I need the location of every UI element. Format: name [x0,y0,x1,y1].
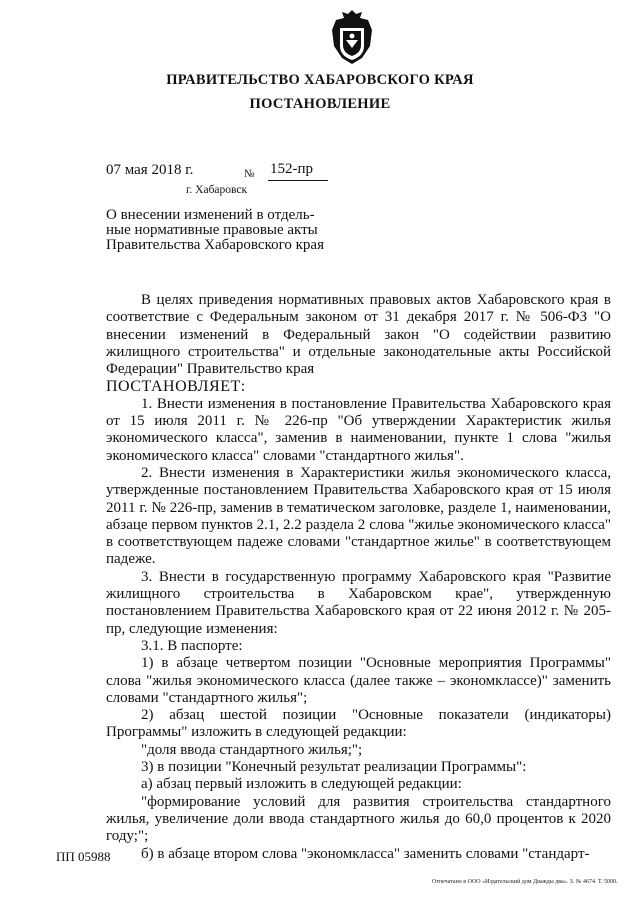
paragraph-3-1-item-3a-quote: "формирование условий для развития строительства стандартного жилья, увеличение доли ввода стандартного жилья до 60,0 процентов к 2020 году;"; [106,793,611,845]
document-body [106,292,611,863]
document-number: 152-пр [270,161,314,177]
subject-line: ные нормативные правовые акты [106,222,318,238]
document-code: ПП 05988 [56,849,111,864]
government-title: ПРАВИТЕЛЬСТВО ХАБАРОВСКОГО КРАЯ [166,72,474,88]
paragraph-3-1-item-3a: а) абзац первый изложить в следующей редакции: [141,776,462,793]
subject-line: Правительства Хабаровского края [106,237,324,253]
paragraph-1: 1. Внести изменения в постановление Правительства Хабаровского края от 15 июля 2011 г. № 226-пр "Об утверждении Характеристик жилья экономического класса", заменив в наименовании, пункте 1 слова "жилья экономического класса" словами "стандартного жилья". [106,395,611,464]
paragraph-3-1-item-3b: б) в абзаце втором слова "экономкласса" заменить словами "стандарт- [141,845,590,862]
paragraph-3-1-item-3: 3) в позиции "Конечный результат реализации Программы": [141,759,527,776]
document-subject [106,208,366,253]
resolve-heading: ПОСТАНОВЛЯЕТ: [106,378,246,396]
paragraph-3: 3. Внести в государственную программу Хабаровского края "Развитие жилищного строительства в Хабаровском крае", утвержденную постановлением Правительства Хабаровского края от 22 июня 2012 г. № 205-пр, следующие изменения: [106,568,611,637]
paragraph-3-1-item-1: 1) в абзаце четвертом позиции "Основные мероприятия Программы" слова "жилья экономического класса (далее также – экономклассе)" заменить словами "стандартного жилья"; [106,655,611,706]
paragraph-3-1: 3.1. В паспорте: [141,637,243,654]
paragraph-3-1-item-2: 2) абзац шестой позиции "Основные показатели (индикаторы) Программы" изложить в следующей редакции: [106,707,611,741]
preamble-paragraph: В целях приведения нормативных правовых актов Хабаровского края в соответствие с Федеральным законом от 31 декабря 2017 г. № 506-ФЗ "О внесении изменений в Федеральный закон "О содействии развитию жилищного строительства" и отдельные законодательные акты Российской Федерации" Правительство края [106,292,611,378]
printing-footer: Отпечатано в ООО «Издательский дом Дважды два». З. № 4674. Т. 5000. [432,879,618,885]
coat-of-arms-emblem [326,6,378,68]
paragraph-2: 2. Внести изменения в Характеристики жилья экономического класса, утвержденные постановлением Правительства Хабаровского края от 15 июля 2011 г. № 226-пр, заменив в тематическом заголовке, разделе 1, наименовании, абзаце первом пунктов 2.1, 2.2 раздела 2 слова "жилье экономического класса" в соответствующем падеже словами "стандартное жилье" в соответствующем падеже. [106,464,611,568]
paragraph-3-1-item-2-quote: "доля ввода стандартного жилья;"; [141,741,363,758]
document-type-title: ПОСТАНОВЛЕНИЕ [249,96,391,112]
number-underline [268,180,328,181]
document-city: г. Хабаровск [186,184,248,196]
subject-line: О внесении изменений в отдель- [106,207,315,223]
document-date: 07 мая 2018 г. [106,162,194,178]
number-sign: № [244,168,255,180]
